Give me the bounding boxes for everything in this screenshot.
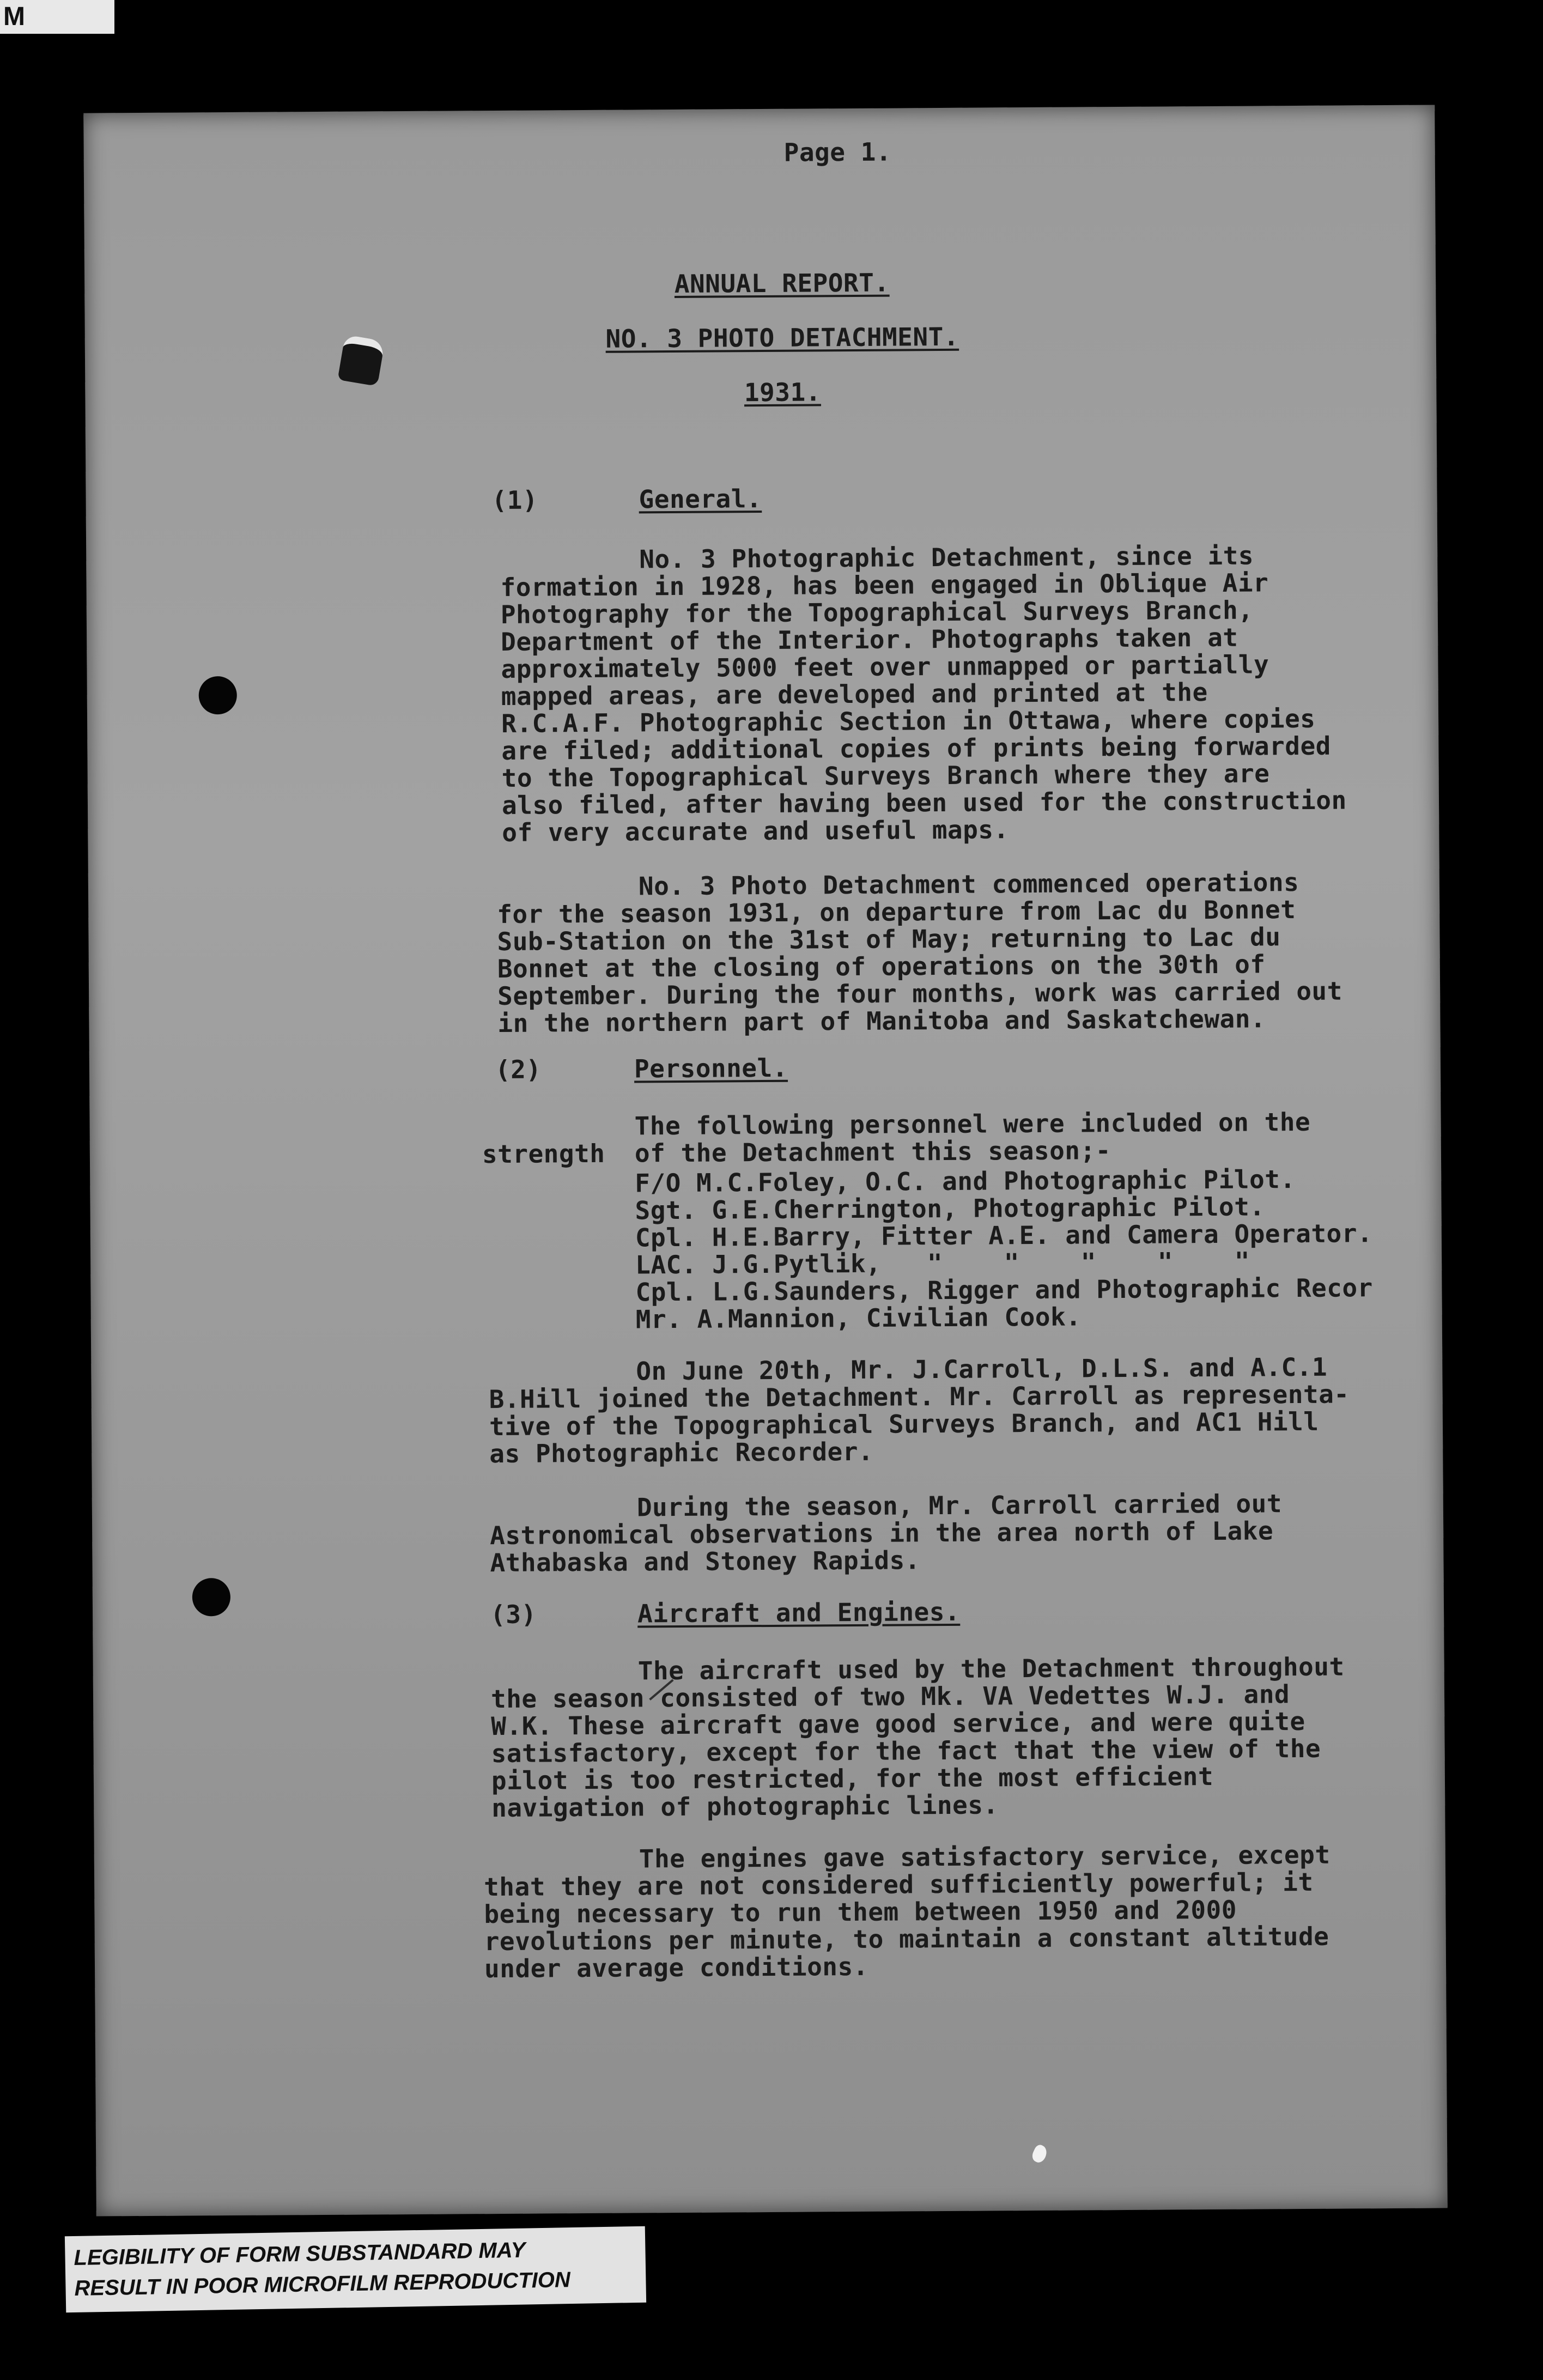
text-line: R.C.A.F. Photographic Section in Ottawa, where copies [501,703,1316,738]
text-line: W.K. These aircraft gave good service, and were quite [491,1706,1305,1741]
text-line: as Photographic Recorder. [489,1436,874,1469]
section-heading: Aircraft and Engines. [637,1596,961,1629]
list-item: Sgt. G.E.Cherrington, Photographic Pilot. [635,1192,1265,1225]
text-line: B.Hill joined the Detachment. Mr. Carroll as representa- [489,1379,1350,1414]
text-line: approximately 5000 feet over unmapped or partially [501,649,1269,684]
text-line: On June 20th, Mr. J.Carroll, D.L.S. and A.C.1 [636,1352,1328,1386]
section-number: (1) [491,485,538,515]
page-number: Page 1. [783,137,892,167]
text-line: the season consisted of two Mk. VA Vedettes W.J. and [490,1679,1290,1714]
document-text [83,105,1435,1984]
text-line: Photography for the Topographical Surveys Branch, [500,595,1254,629]
text-line: in the northern part of Manitoba and Saskatchewan. [497,1004,1266,1038]
text-line: No. 3 Photo Detachment commenced operations [638,867,1299,901]
text-line: formation in 1928, has been engaged in Oblique Air [500,568,1269,602]
section-heading: Personnel. [634,1053,788,1084]
text-line: Sub-Station on the 31st of May; returning to Lac du [497,922,1281,957]
text-line: revolutions per minute, to maintain a constant altitude [484,1921,1329,1957]
legibility-line-2: RESULT IN POOR MICROFILM REPRODUCTION [74,2268,571,2301]
section-heading: General. [639,484,762,514]
list-item: F/O M.C.Foley, O.C. and Photographic Pilot. [635,1164,1296,1198]
text-line: Athabaska and Stoney Rapids. [490,1545,921,1578]
film-frame-mark: M [0,0,114,34]
legibility-notice [65,2226,646,2313]
text-line: pilot is too restricted, for the most efficient [491,1762,1214,1796]
text-line: are filed; additional copies of prints being forwarded [501,731,1332,766]
text-line: of the Detachment this season;- [634,1136,1111,1168]
text-line: The following personnel were included on the [634,1107,1311,1141]
text-line: September. During the four months, work was carried out [497,976,1342,1011]
text-line: under average conditions. [484,1951,869,1984]
text-line: satisfactory, except for the fact that the view of the [491,1733,1321,1769]
text-line: The aircraft used by the Detachment throughout [637,1652,1345,1686]
punch-hole-upper [199,676,237,714]
text-line: strength [482,1138,605,1169]
text-line: Astronomical observations in the area north of Lake [490,1516,1274,1551]
legibility-line-1: LEGIBILITY OF FORM SUBSTANDARD MAY [74,2238,526,2270]
text-line: that they are not considered sufficiently powerful; it [483,1867,1314,1902]
text-line: Department of the Interior. Photographs taken at [501,622,1238,657]
text-line: Bonnet at the closing of operations on the 30th of [497,949,1266,983]
document-page [83,105,1448,2216]
text-line: being necessary to run them between 1950 and 2000 [484,1895,1237,1929]
film-speck [1030,2143,1049,2164]
report-subtitle: NO. 3 PHOTO DETACHMENT. [605,321,959,354]
text-line: tive of the Topographical Surveys Branch, and AC1 Hill [489,1406,1319,1442]
text-line: of very accurate and useful maps. [502,815,1009,847]
list-item: Cpl. L.G.Saunders, Rigger and Photographic Recor [635,1273,1373,1307]
list-item: LAC. J.G.Pytlik, " " " " " [635,1246,1250,1280]
text-line: for the season 1931, on departure from Lac du Bonnet [497,895,1296,930]
list-item: Cpl. H.E.Barry, Fitter A.E. and Camera Operator. [635,1218,1373,1253]
text-line: navigation of photographic lines. [491,1790,999,1823]
section-number: (3) [490,1599,537,1630]
text-line: No. 3 Photographic Detachment, since its [639,541,1254,574]
text-line: mapped areas, are developed and printed at the [501,677,1208,711]
text-line: to the Topographical Surveys Branch where they are [501,758,1270,793]
punch-hole-lower [192,1578,230,1616]
text-line: The engines gave satisfactory service, except [639,1839,1331,1874]
list-item: Mr. A.Mannion, Civilian Cook. [635,1302,1082,1334]
section-number: (2) [495,1054,542,1085]
report-title: ANNUAL REPORT. [674,268,890,299]
text-line: also filed, after having been used for the construction [501,785,1347,820]
text-line: During the season, Mr. Carroll carried out [636,1489,1283,1522]
report-year: 1931. [744,377,822,408]
